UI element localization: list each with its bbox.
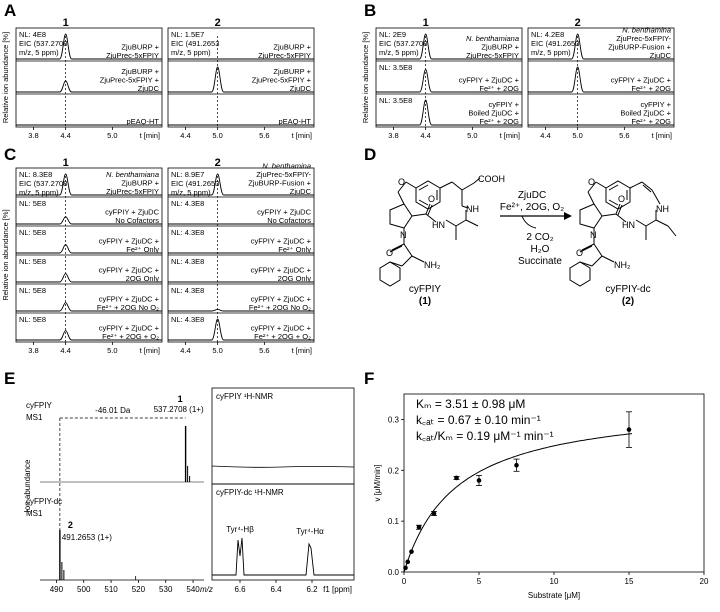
trace-nl-label: NL: 4.3E8 — [171, 228, 205, 237]
trace-condition-label: Fe²⁺ + 2OG — [631, 117, 671, 126]
trace-condition-label: cyFPIY + — [640, 100, 671, 109]
data-point — [627, 427, 632, 432]
nmr-x-tick-label: 6.6 — [234, 585, 246, 594]
product-label-nh2: NH₂ — [614, 260, 631, 270]
trace-condition-label: pEAQ-HT — [278, 117, 311, 126]
trace-condition-label: ZjuBURP + — [481, 42, 519, 52]
x-tick-label: 3.8 — [388, 131, 399, 140]
trace-nl-label: NL: 5E8 — [19, 315, 47, 324]
byproduct-succinate: Succinate — [518, 256, 562, 267]
trace-condition-label: Fe²⁺ + 2OG + O₂ — [254, 332, 311, 341]
byproduct-h2o: H₂O — [530, 244, 550, 255]
nmr-peak-label-hb: Tyr⁴-Hβ — [226, 525, 254, 534]
substrate-label-o2: O — [428, 194, 436, 204]
eic-header: EIC (537.2708 — [379, 39, 428, 48]
trace-condition-label: cyFPIY + ZjuDC — [105, 207, 159, 217]
x-tick-label: 15 — [624, 577, 634, 586]
trace-condition-label: ZjuDC — [289, 187, 311, 196]
product-label-o2: O — [618, 194, 626, 204]
trace-condition-label: ZjuPrec-5xFPIY- — [256, 170, 311, 179]
trace-condition-label: cyFPIY + — [488, 100, 519, 109]
trace-nl-label: NL: 3.5E8 — [379, 96, 413, 105]
product-label-n: N — [590, 230, 597, 240]
ms-x-tick-label: 510 — [104, 585, 118, 594]
trace-condition-label: ZjuPrec-5xFPIY + — [251, 75, 311, 85]
trace-condition-label: cyFPIY + ZjuDC + — [98, 323, 159, 333]
substrate-name: cyFPIY — [408, 284, 442, 295]
panel-letter-e: E — [4, 369, 16, 388]
data-point — [454, 476, 459, 481]
substrate-label-nh2: NH₂ — [424, 260, 441, 270]
trace-nl-label: NL: 5E8 — [19, 228, 47, 237]
trace-condition-label: cyFPIY + ZjuDC + — [250, 265, 311, 275]
ms-x-tick-label: 500 — [77, 585, 91, 594]
substrate-label-nh: NH — [466, 204, 479, 214]
trace-condition-label: Fe²⁺ + 2OG — [479, 84, 519, 93]
nmr-bottom-title: cyFPIY-dc ¹H-NMR — [216, 488, 284, 497]
eic-header: EIC (537.2708 — [19, 179, 68, 188]
trace-nl-label: NL: 4.3E8 — [171, 286, 205, 295]
trace-condition-label: 2OG Only — [125, 274, 159, 283]
panel-letter-b: B — [364, 1, 377, 20]
km-value: Kₘ = 3.51 ± 0.98 μM — [416, 397, 526, 411]
y-tick-label: 0.3 — [387, 415, 399, 425]
substrate-label-hn: HN — [432, 220, 445, 230]
nl-header: NL: 8.3E8 — [19, 170, 53, 179]
nmr-bottom-trace — [212, 538, 354, 575]
x-tick-label: 5.6 — [259, 346, 270, 355]
nmr-x-unit: f1 [ppm] — [323, 585, 352, 594]
x-tick-label: 20 — [699, 577, 709, 586]
product-label-o: O — [588, 177, 596, 187]
data-point — [403, 566, 408, 571]
x-tick-label: 4.4 — [180, 346, 191, 355]
x-tick-label: 5.0 — [107, 346, 118, 355]
y-axis-label: Relative ion abundance [%] — [1, 31, 10, 124]
trace-condition-label: Boiled ZjuDC + — [620, 108, 671, 118]
nmr-peak-label-ha: Tyr⁴-Hα — [296, 527, 324, 536]
nl-header: NL: 4E8 — [19, 30, 47, 39]
trace-condition-label: N. benthamina — [262, 161, 311, 171]
ms-x-tick-label: 490 — [49, 585, 64, 594]
trace-condition-label: ZjuBURP-Fusion + — [608, 42, 671, 52]
trace-condition-label: pEAQ-HT — [126, 117, 159, 126]
trace-nl-label: NL: 5E8 — [19, 257, 47, 266]
x-axis-unit: t [min] — [291, 131, 312, 140]
trace-condition-label: ZjuDC — [289, 84, 311, 93]
panel-letter-f: F — [364, 369, 375, 388]
y-tick-label: 0.2 — [387, 466, 399, 476]
ms-top-name: cyFPIY — [26, 401, 52, 410]
trace-condition-label: cyFPIY + ZjuDC + — [98, 236, 159, 246]
trace-condition-label: cyFPIY + ZjuDC + — [98, 265, 159, 275]
ms-top-peak-id: 1 — [177, 394, 183, 404]
eic-header-mz: m/z, 5 ppm) — [531, 48, 571, 57]
x-tick-label: 5.0 — [467, 131, 478, 140]
substrate-label-cooh: COOH — [478, 174, 505, 184]
trace-nl-label: NL: 5E8 — [19, 199, 47, 208]
substrate-label-o: O — [398, 177, 406, 187]
x-tick-label: 4.4 — [180, 131, 191, 140]
eic-header: EIC (491.2653 — [531, 39, 580, 48]
ms-bottom-name: cyFPIY-dc — [26, 497, 63, 506]
ms-y-axis-label: Ion abundance — [23, 459, 32, 513]
ms-x-tick-label: 530 — [159, 585, 173, 594]
trace-condition-label: cyFPIY + ZjuDC + — [458, 75, 519, 85]
trace-condition-label: N. benthamina — [622, 25, 671, 35]
panel-letter-c: C — [4, 145, 17, 164]
trace-condition-label: Fe²⁺ + 2OG No O₂ — [248, 303, 311, 312]
eic-header-mz: m/z, 5 ppm) — [19, 48, 59, 57]
panel-letter-a: A — [4, 1, 17, 20]
panel-d-reaction-scheme — [380, 174, 676, 307]
data-point — [477, 478, 482, 483]
cofactor-label: Fe²⁺, 2OG, O₂ — [499, 202, 565, 213]
trace-condition-label: Fe²⁺ + 2OG + O₂ — [102, 332, 159, 341]
x-tick-label: 5.0 — [212, 346, 223, 355]
x-tick-label: 5.0 — [572, 131, 583, 140]
trace-condition-label: ZjuBURP + — [273, 67, 311, 76]
nmr-x-tick-label: 6.4 — [270, 585, 282, 594]
nl-header: NL: 8.9E7 — [171, 170, 205, 179]
substrate-label-n: N — [400, 230, 407, 240]
trace-condition-label: ZjuDC — [649, 51, 671, 60]
trace-condition-label: 2OG Only — [277, 274, 311, 283]
x-tick-label: 3.8 — [28, 346, 39, 355]
enzyme-label: ZjuDC — [517, 190, 547, 201]
x-tick-label: 3.8 — [28, 131, 39, 140]
product-name: cyFPIY-dc — [605, 284, 651, 295]
x-axis-unit: t [min] — [499, 131, 520, 140]
trace-condition-label: N. benthamiana — [466, 34, 519, 43]
trace-condition-label: ZjuBURP + — [121, 42, 159, 52]
trace-condition-label: ZjuPrec-5xFPIY — [106, 51, 159, 60]
ms-bottom-peak-mz: 491.2653 (1+) — [61, 533, 112, 542]
nmr-x-tick-label: 6.2 — [306, 585, 318, 594]
x-tick-label: 4.4 — [420, 131, 431, 140]
x-axis-title: Substrate [μM] — [527, 591, 581, 600]
eic-header-mz: m/z, 5 ppm) — [171, 188, 211, 197]
byproduct-curve — [522, 216, 536, 228]
x-axis-unit: t [min] — [139, 131, 160, 140]
product-id: (2) — [621, 296, 635, 307]
trace-condition-label: Fe²⁺ Only — [126, 245, 159, 254]
nmr-top-title: cyFPIY ¹H-NMR — [216, 392, 274, 401]
reaction-arrowhead — [564, 212, 572, 220]
peak-compound-label: 2 — [214, 157, 221, 169]
data-point — [409, 549, 414, 554]
panel-b-chromatograms — [361, 17, 674, 140]
trace-nl-label: NL: 4.3E8 — [171, 199, 205, 208]
ms-top-peak-mz: 537.2708 (1+) — [153, 405, 204, 414]
trace-condition-label: ZjuBURP + — [273, 42, 311, 52]
x-tick-label: 0 — [401, 577, 407, 586]
panel-c-chromatograms — [1, 157, 314, 355]
trace-condition-label: cyFPIY + ZjuDC + — [250, 323, 311, 333]
trace-condition-label: ZjuBURP + — [121, 178, 159, 188]
trace-condition-label: cyFPIY + ZjuDC — [257, 207, 311, 217]
substrate-id: (1) — [418, 296, 432, 307]
nmr-top-frame — [212, 388, 354, 484]
peak-compound-label: 1 — [62, 17, 69, 29]
trace-condition-label: ZjuPrec-5xFPIY — [106, 187, 159, 196]
x-axis-unit: t [min] — [139, 346, 160, 355]
y-tick-label: 0.0 — [387, 568, 399, 577]
trace-condition-label: ZjuPrec-5xFPIY + — [99, 75, 159, 85]
x-tick-label: 5.0 — [107, 131, 118, 140]
ms-top-sub: MS1 — [26, 413, 43, 422]
panel-letter-d: D — [364, 145, 377, 164]
ms-x-tick-label: 520 — [131, 585, 146, 594]
trace-condition-label: cyFPIY + ZjuDC + — [610, 75, 671, 85]
trace-condition-label: cyFPIY + ZjuDC + — [250, 236, 311, 246]
trace-nl-label: NL: 3.5E8 — [379, 63, 413, 72]
trace-condition-label: ZjuPrec-5xFPIY — [258, 51, 311, 60]
ms-x-unit: m/z — [200, 585, 213, 594]
kcat-km-value: k꜀ₐₜ/Kₘ = 0.19 μM⁻¹ min⁻¹ — [416, 429, 554, 443]
trace-condition-label: No Cofactors — [267, 216, 311, 225]
product-label-nh: NH — [656, 204, 669, 214]
michaelis-menten-fit-line — [404, 434, 632, 572]
trace-condition-label: No Cofactors — [115, 216, 159, 225]
y-axis-label: Relative ion abundance [%] — [361, 31, 370, 124]
trace-condition-label: Fe²⁺ + 2OG — [631, 84, 671, 93]
trace-condition-label: Fe²⁺ + 2OG No O₂ — [96, 303, 159, 312]
x-tick-label: 5.6 — [619, 131, 630, 140]
nmr-top-trace — [212, 466, 354, 467]
trace-nl-label: NL: 4.3E8 — [171, 257, 205, 266]
mass-shift-label: -46.01 Da — [95, 406, 131, 415]
peak-compound-label: 2 — [574, 17, 581, 29]
eic-header-mz: m/z, 5 ppm) — [19, 188, 59, 197]
ms-bottom-sub: MS1 — [26, 509, 43, 518]
data-point — [417, 525, 422, 530]
trace-nl-label: NL: 5E8 — [19, 286, 47, 295]
trace-condition-label: ZjuPrec-5xFPIY- — [616, 34, 671, 43]
panel-e-ms-nmr — [23, 388, 354, 594]
x-tick-label: 5 — [476, 577, 482, 586]
x-tick-label: 4.4 — [60, 346, 71, 355]
x-tick-label: 4.4 — [540, 131, 551, 140]
x-tick-label: 4.4 — [60, 131, 71, 140]
data-point — [514, 463, 519, 468]
eic-header: EIC (537.2708 — [19, 39, 68, 48]
panel-a-chromatograms — [1, 17, 314, 140]
eic-header-mz: m/z, 5 ppm) — [171, 48, 211, 57]
product-label-hn: HN — [622, 220, 635, 230]
trace-condition-label: ZjuBURP-Fusion + — [248, 178, 311, 188]
data-point — [432, 511, 437, 516]
ms-x-tick-label: 540 — [186, 585, 200, 594]
trace-condition-label: N. benthamiana — [106, 170, 159, 179]
trace-condition-label: ZjuDC — [137, 84, 159, 93]
byproduct-co2: 2 CO₂ — [526, 232, 554, 243]
kcat-value: k꜀ₐₜ = 0.67 ± 0.10 min⁻¹ — [416, 413, 541, 427]
nl-header: NL: 4.2E8 — [531, 30, 565, 39]
peak-compound-label: 1 — [62, 157, 69, 169]
data-point — [405, 560, 410, 565]
trace-condition-label: Boiled ZjuDC + — [468, 108, 519, 118]
x-axis-unit: t [min] — [291, 346, 312, 355]
ms-bottom-peak-id: 2 — [67, 520, 73, 530]
trace-condition-label: Fe²⁺ Only — [278, 245, 311, 254]
trace-condition-label: ZjuBURP + — [121, 67, 159, 76]
trace-nl-label: NL: 4.3E8 — [171, 315, 205, 324]
trace-condition-label: cyFPIY + ZjuDC + — [250, 294, 311, 304]
y-axis-title: v [μM/min] — [373, 464, 382, 502]
nl-header: NL: 1.5E7 — [171, 30, 205, 39]
x-tick-label: 5.0 — [212, 131, 223, 140]
product-label-o3: O — [576, 248, 584, 258]
panel-f-kinetics-chart — [373, 394, 709, 600]
eic-header: EIC (491.2653 — [171, 39, 220, 48]
x-tick-label: 5.6 — [259, 131, 270, 140]
eic-header-mz: m/z, 5 ppm) — [379, 48, 419, 57]
substrate-label-o3: O — [386, 248, 394, 258]
nl-header: NL: 2E9 — [379, 30, 407, 39]
trace-condition-label: cyFPIY + ZjuDC + — [98, 294, 159, 304]
peak-compound-label: 2 — [214, 17, 221, 29]
trace-condition-label: ZjuPrec-5xFPIY — [466, 51, 519, 60]
x-tick-label: 10 — [549, 577, 559, 586]
y-tick-label: 0.1 — [387, 517, 399, 527]
eic-header: EIC (491.2653 — [171, 179, 220, 188]
trace-condition-label: Fe²⁺ + 2OG — [479, 117, 519, 126]
peak-compound-label: 1 — [422, 17, 429, 29]
y-axis-label: Relative ion abundance [%] — [1, 209, 10, 301]
x-axis-unit: t [min] — [651, 131, 672, 140]
